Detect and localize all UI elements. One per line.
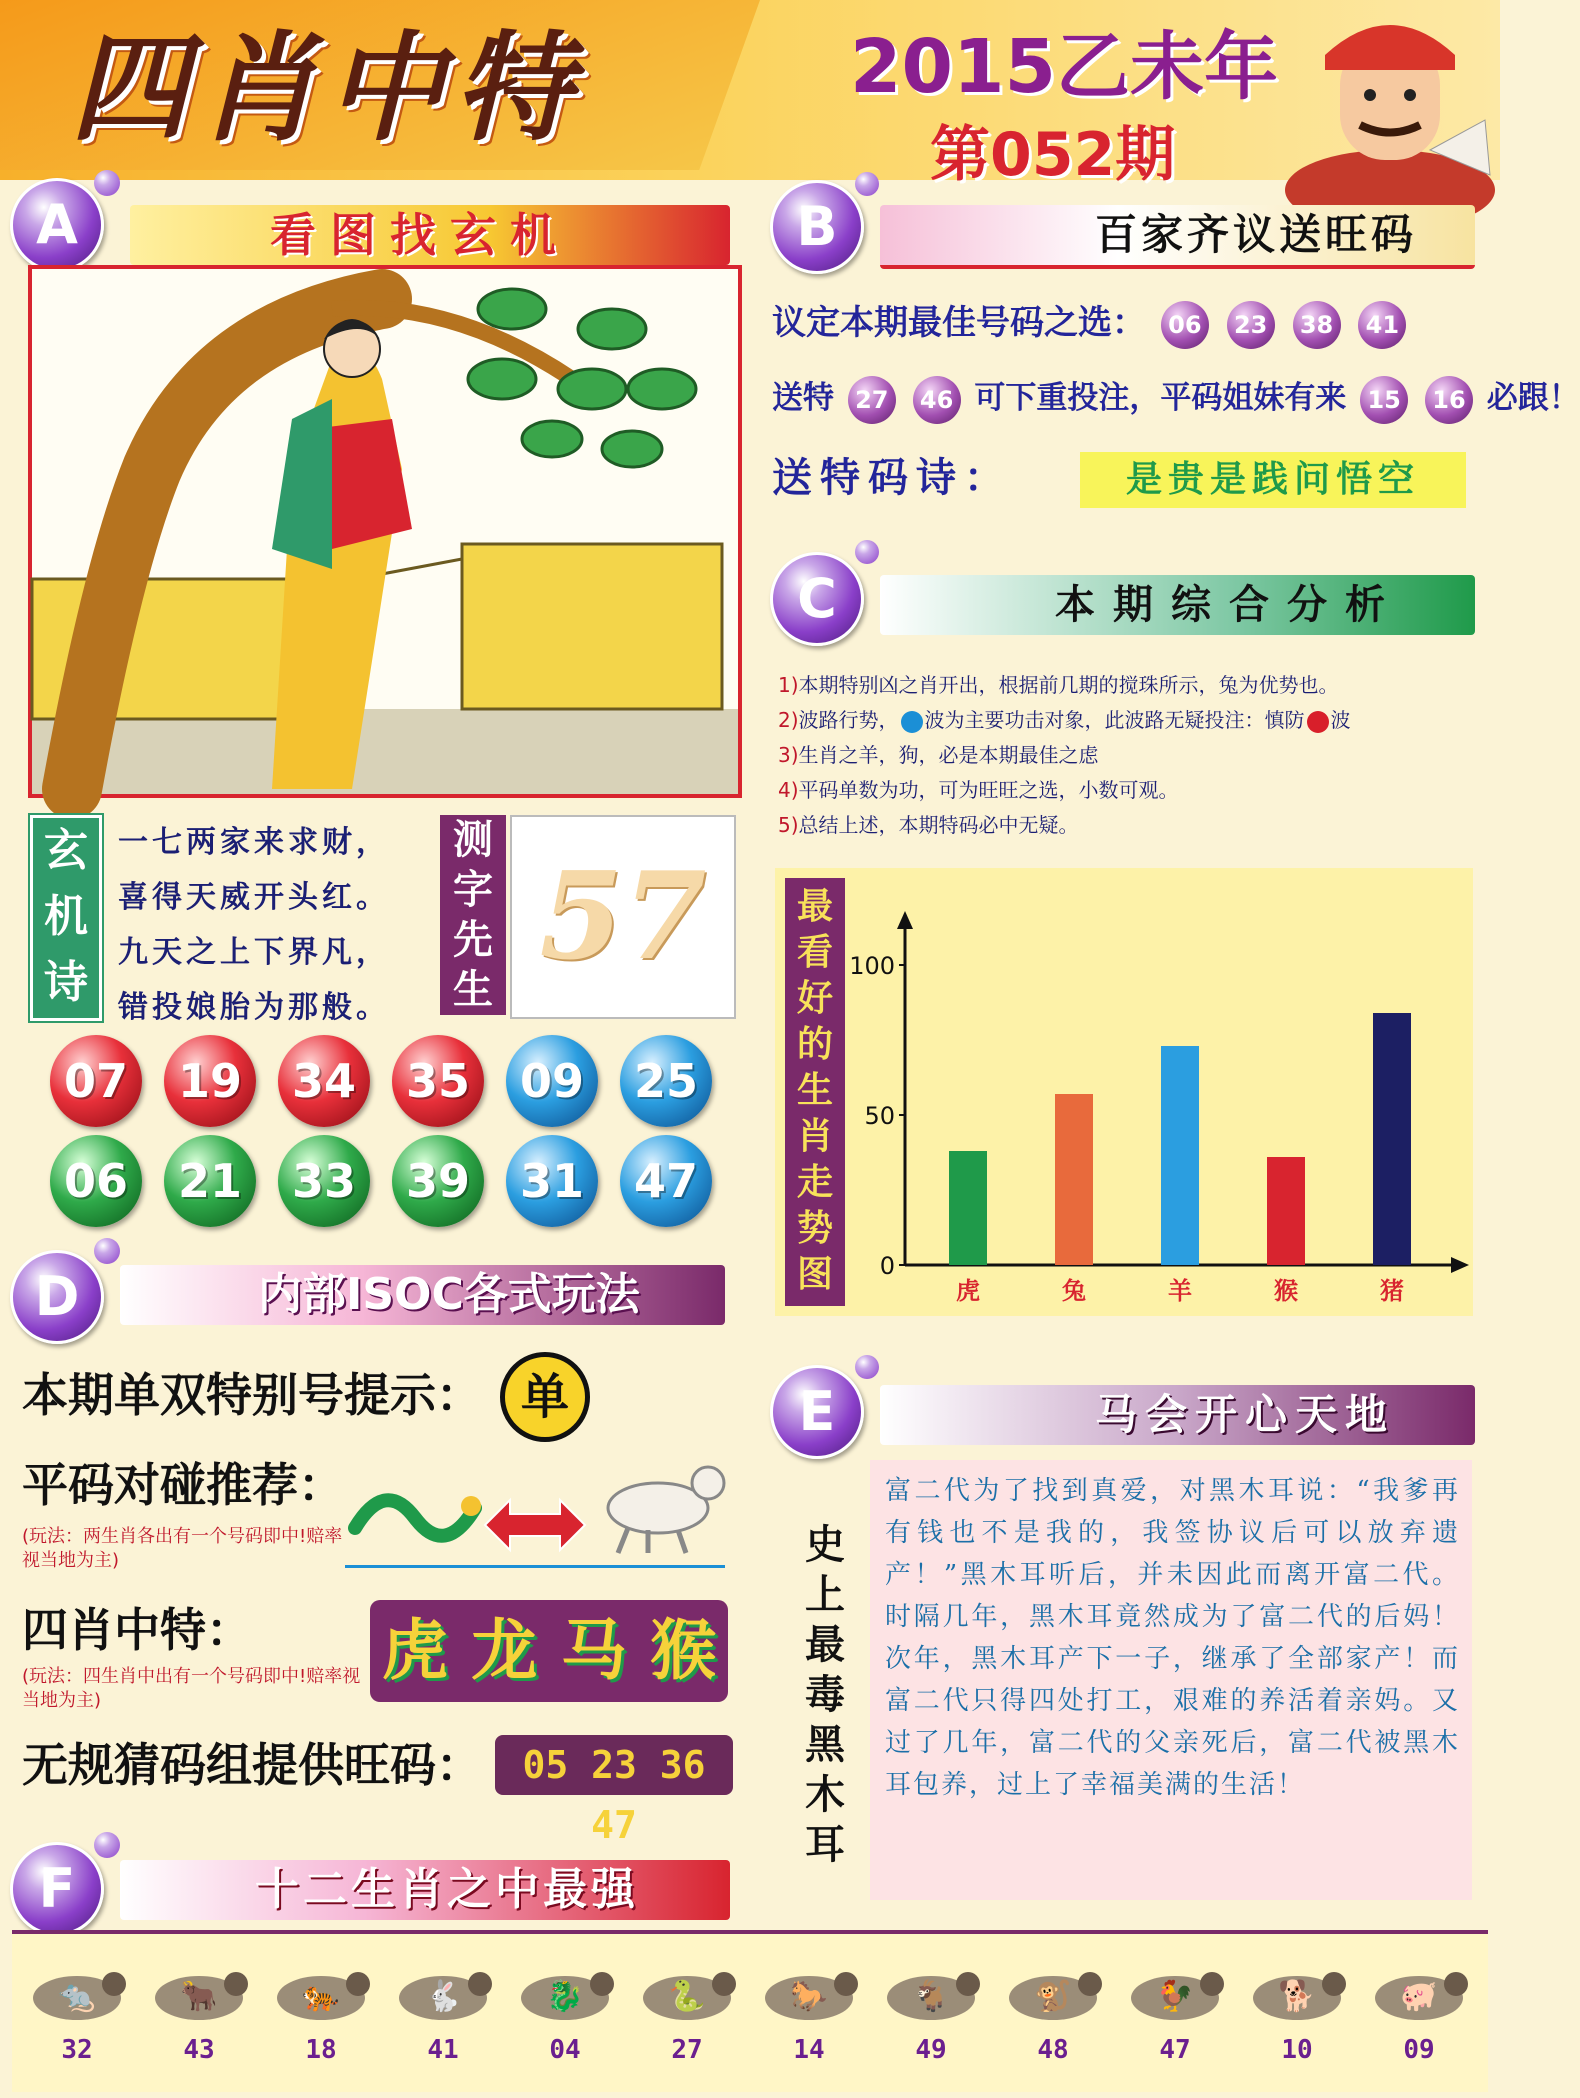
section-c-badge: C xyxy=(770,552,864,646)
analysis-num: 4) xyxy=(778,778,799,802)
issue-label: 第052期 xyxy=(930,120,1176,190)
zodiac-number: 48 xyxy=(1037,2035,1069,2065)
lucky-number-ball: 35 xyxy=(392,1035,484,1127)
analysis-item xyxy=(778,808,1079,842)
snake-icon xyxy=(632,1950,742,2030)
poem-label-b: 送特码诗： xyxy=(772,455,1012,501)
zodiac-number: 10 xyxy=(1281,2035,1313,2065)
chart-title-char: 好 xyxy=(796,978,833,1019)
side-title-char: 毒 xyxy=(805,1672,845,1718)
poem-label-char: 诗 xyxy=(44,957,88,1008)
side-title-char: 耳 xyxy=(805,1822,845,1868)
zodiac-char: 龙 xyxy=(471,1612,538,1689)
story-text: 富二代为了找到真爱，对黑木耳说：“我爹再有钱也不是我的，我签协议后可以放弃遗产！”黑木耳听后，并未因此而离开富二代。时隔几年，黑木耳竟然成为了富二代的后妈！次年，黑木耳产下一子，继承了全部家产！而富二代只得四处打工，艰难的养活着亲妈。又过了几年，富二代的父亲死后，富二代被黑木耳包养，过上了幸福美满的生活！ xyxy=(885,1476,1460,1800)
guess-label: 无规猜码组提供旺码： xyxy=(22,1738,482,1792)
cezi-label-char: 字 xyxy=(453,867,493,913)
lucky-number-ball: 07 xyxy=(50,1035,142,1127)
lucky-number-ball: 21 xyxy=(164,1135,256,1227)
svg-text:🐍: 🐍 xyxy=(668,1979,706,2014)
section-c-bubble xyxy=(855,540,879,564)
svg-text:🐀: 🐀 xyxy=(58,1979,96,2014)
svg-text:🐅: 🐅 xyxy=(302,1979,340,2014)
number-ball: 06 xyxy=(1161,301,1209,349)
page-title: 四肖中特 xyxy=(70,18,583,157)
poem-label-char: 玄 xyxy=(44,825,88,876)
mascot-illustration xyxy=(1270,0,1500,210)
year-label: 2015乙未年 xyxy=(850,24,1278,110)
side-title-char: 最 xyxy=(805,1622,845,1668)
x-tick-label: 猴 xyxy=(1274,1277,1298,1305)
lucky-number-ball: 39 xyxy=(392,1135,484,1227)
cezi-label-char: 生 xyxy=(453,967,493,1013)
poem-label-char: 机 xyxy=(44,891,88,942)
bar-0 xyxy=(949,1151,987,1265)
four-zodiac-label: 四肖中特： xyxy=(22,1603,252,1657)
monkey-icon xyxy=(998,1950,1108,2030)
poem-line: 错投娘胎为那般。 xyxy=(118,990,390,1025)
chart-title xyxy=(785,884,845,1298)
lucky-number-ball: 06 xyxy=(50,1135,142,1227)
four-zodiac-box xyxy=(370,1600,728,1702)
best-numbers-row xyxy=(772,293,1409,353)
pair-label: 平码对碰推荐： xyxy=(22,1458,344,1512)
zodiac-char: 虎 xyxy=(381,1612,448,1689)
side-title-char: 黑 xyxy=(805,1722,845,1768)
chart-title-char: 肖 xyxy=(796,1116,833,1157)
four-zodiac-note: (玩法：四生肖中出有一个号码即中!赔率视当地为主) xyxy=(22,1666,361,1711)
section-e-badge: E xyxy=(770,1365,864,1459)
cezi-label-char: 测 xyxy=(453,817,493,863)
chart-title-char: 的 xyxy=(796,1024,833,1065)
section-b-badge: B xyxy=(770,180,864,274)
dog-icon xyxy=(1242,1950,1352,2030)
horse-icon xyxy=(754,1950,864,2030)
zodiac-number: 04 xyxy=(549,2035,581,2065)
x-tick-label: 羊 xyxy=(1168,1277,1192,1305)
lucky-number-ball: 19 xyxy=(164,1035,256,1127)
number-ball: 41 xyxy=(1358,301,1406,349)
analysis-text: 波 xyxy=(1330,708,1351,732)
puzzle-illustration xyxy=(28,265,742,798)
analysis-text: 平码单数为功，可为旺旺之选，小数可观。 xyxy=(798,778,1179,802)
svg-text:🐎: 🐎 xyxy=(790,1979,828,2014)
pair-note: (玩法：两生肖各出有一个号码即中!赔率视当地为主) xyxy=(22,1526,343,1571)
zodiac-number: 47 xyxy=(1159,2035,1191,2065)
svg-text:🐓: 🐓 xyxy=(1156,1979,1194,2014)
zodiac-number: 09 xyxy=(1403,2035,1435,2065)
analysis-num: 1) xyxy=(778,673,799,697)
section-d-title: 内部ISOC各式玩法 xyxy=(258,1269,640,1320)
number-ball: 46 xyxy=(913,376,961,424)
pair-arrow-icon xyxy=(485,1500,585,1554)
analysis-item xyxy=(778,703,1351,737)
dragon-icon xyxy=(345,1468,485,1562)
number-ball: 23 xyxy=(1227,301,1275,349)
zodiac-char: 猴 xyxy=(650,1612,717,1689)
section-d-bubble xyxy=(94,1238,120,1264)
svg-text:🐖: 🐖 xyxy=(1400,1979,1438,2014)
analysis-text: 总结上述，本期特码必中无疑。 xyxy=(798,813,1079,837)
section-f-bubble xyxy=(94,1832,120,1858)
analysis-text: 本期特别凶之肖开出，根据前几期的搅珠所示，兔为优势也。 xyxy=(798,673,1339,697)
chart-title-char: 最 xyxy=(796,886,833,927)
side-title-char: 史 xyxy=(805,1522,845,1568)
number-ball: 16 xyxy=(1425,376,1473,424)
side-title-char: 木 xyxy=(805,1772,845,1818)
red-wave-icon xyxy=(1307,711,1329,733)
bar-4 xyxy=(1373,1013,1411,1265)
y-axis-arrow xyxy=(897,911,913,929)
guess-numbers-box: 05 23 36 47 xyxy=(495,1735,733,1795)
zodiac-number: 43 xyxy=(183,2035,215,2065)
poem-line: 喜得天威开头红。 xyxy=(118,880,390,915)
zodiac-trend-chart xyxy=(849,870,1470,1315)
analysis-num: 3) xyxy=(778,743,799,767)
lucky-number-ball: 33 xyxy=(278,1135,370,1227)
section-b-bubble xyxy=(855,172,879,196)
analysis-text: 波为主要功击对象，此波路无疑投注：慎防 xyxy=(924,708,1305,732)
cezi-label-char: 先 xyxy=(453,917,493,963)
section-c-title: 本期综合分析 xyxy=(1055,582,1403,628)
odd-even-badge: 单 xyxy=(500,1352,590,1442)
zodiac-number: 14 xyxy=(793,2035,825,2065)
chart-title-char: 看 xyxy=(796,932,833,973)
analysis-text: 生肖之羊，狗，必是本期最佳之虑 xyxy=(798,743,1099,767)
ox-icon xyxy=(144,1950,254,2030)
svg-text:🐒: 🐒 xyxy=(1034,1979,1072,2014)
svg-text:🐂: 🐂 xyxy=(180,1979,218,2014)
special-numbers-row xyxy=(772,368,1580,428)
pair-divider xyxy=(345,1565,725,1568)
lucky-number-ball: 25 xyxy=(620,1035,712,1127)
analysis-num: 5) xyxy=(778,813,799,837)
y-tick-label: 50 xyxy=(864,1102,895,1130)
section-f-badge: F xyxy=(10,1842,104,1936)
svg-text:🐇: 🐇 xyxy=(424,1979,462,2014)
x-tick-label: 兔 xyxy=(1062,1277,1086,1305)
lucky-number-ball: 34 xyxy=(278,1035,370,1127)
cezi-glyph: 57 xyxy=(539,846,707,987)
zodiac-number: 27 xyxy=(671,2035,703,2065)
puzzle-drawing xyxy=(32,269,738,794)
blue-wave-icon xyxy=(901,711,923,733)
goat-icon xyxy=(876,1950,986,2030)
y-tick-label: 0 xyxy=(879,1252,895,1280)
story-side-title xyxy=(795,1520,855,1870)
svg-text:🐉: 🐉 xyxy=(546,1979,584,2014)
special-poem-box: 是贵是践问悟空 xyxy=(1080,452,1466,508)
zodiac-number: 41 xyxy=(427,2035,459,2065)
rat-icon xyxy=(22,1950,132,2030)
number-ball: 38 xyxy=(1293,301,1341,349)
number-ball: 15 xyxy=(1360,376,1408,424)
zodiac-number: 49 xyxy=(915,2035,947,2065)
special-suffix: 必跟！ xyxy=(1486,380,1580,416)
cezi-glyph-box xyxy=(510,815,736,1019)
x-tick-label: 猪 xyxy=(1380,1277,1404,1305)
chart-title-char: 走 xyxy=(796,1162,833,1203)
section-b-title: 百家齐议送旺码 xyxy=(1095,210,1418,259)
section-e-title: 马会开心天地 xyxy=(1095,1390,1396,1439)
analysis-item xyxy=(778,738,1099,772)
number-ball: 27 xyxy=(848,376,896,424)
svg-text:🐐: 🐐 xyxy=(912,1979,950,2014)
analysis-num: 2) xyxy=(778,708,799,732)
dragon-icon xyxy=(510,1950,620,2030)
x-axis-arrow xyxy=(1451,1257,1469,1273)
svg-text:🐕: 🐕 xyxy=(1278,1979,1316,2014)
rabbit-icon xyxy=(388,1950,498,2030)
analysis-text: 波路行势， xyxy=(798,708,899,732)
zodiac-number: 32 xyxy=(61,2035,93,2065)
chart-title-char: 生 xyxy=(796,1070,833,1111)
poem-label-box xyxy=(30,815,102,1021)
odd-even-label: 本期单双特别号提示： xyxy=(22,1368,482,1422)
section-e-bubble xyxy=(855,1355,879,1379)
y-tick-label: 100 xyxy=(849,952,895,980)
bar-2 xyxy=(1161,1046,1199,1265)
lucky-number-ball: 31 xyxy=(506,1135,598,1227)
chart-title-char: 势 xyxy=(796,1208,833,1249)
poem-line: 九天之上下界凡， xyxy=(118,935,390,970)
special-mid: 可下重投注，平码姐妹有来 xyxy=(974,380,1347,416)
best-numbers-label: 议定本期最佳号码之选： xyxy=(772,303,1146,343)
zodiac-number: 18 xyxy=(305,2035,337,2065)
side-title-char: 上 xyxy=(805,1572,845,1618)
pig-icon xyxy=(1364,1950,1474,2030)
section-d-badge: D xyxy=(10,1250,104,1344)
section-f-title: 十二生肖之中最强 xyxy=(255,1864,639,1915)
cezi-label-box xyxy=(440,815,506,1015)
section-a-title: 看图找玄机 xyxy=(270,208,570,262)
bar-1 xyxy=(1055,1094,1093,1265)
section-a-badge: A xyxy=(10,178,104,272)
poem-line: 一七两家来求财， xyxy=(118,825,390,860)
rooster-icon xyxy=(1120,1950,1230,2030)
lucky-number-ball: 09 xyxy=(506,1035,598,1127)
section-a-bubble xyxy=(94,170,120,196)
analysis-item xyxy=(778,668,1339,702)
x-tick-label: 虎 xyxy=(956,1277,980,1305)
bar-3 xyxy=(1267,1157,1305,1265)
special-prefix: 送特 xyxy=(772,380,834,416)
zodiac-char: 马 xyxy=(560,1612,627,1689)
chart-title-char: 图 xyxy=(796,1254,833,1295)
tiger-icon xyxy=(266,1950,376,2030)
poem-text xyxy=(118,815,428,1035)
lucky-number-ball: 47 xyxy=(620,1135,712,1227)
analysis-item xyxy=(778,773,1179,807)
goat-icon xyxy=(588,1448,738,1562)
